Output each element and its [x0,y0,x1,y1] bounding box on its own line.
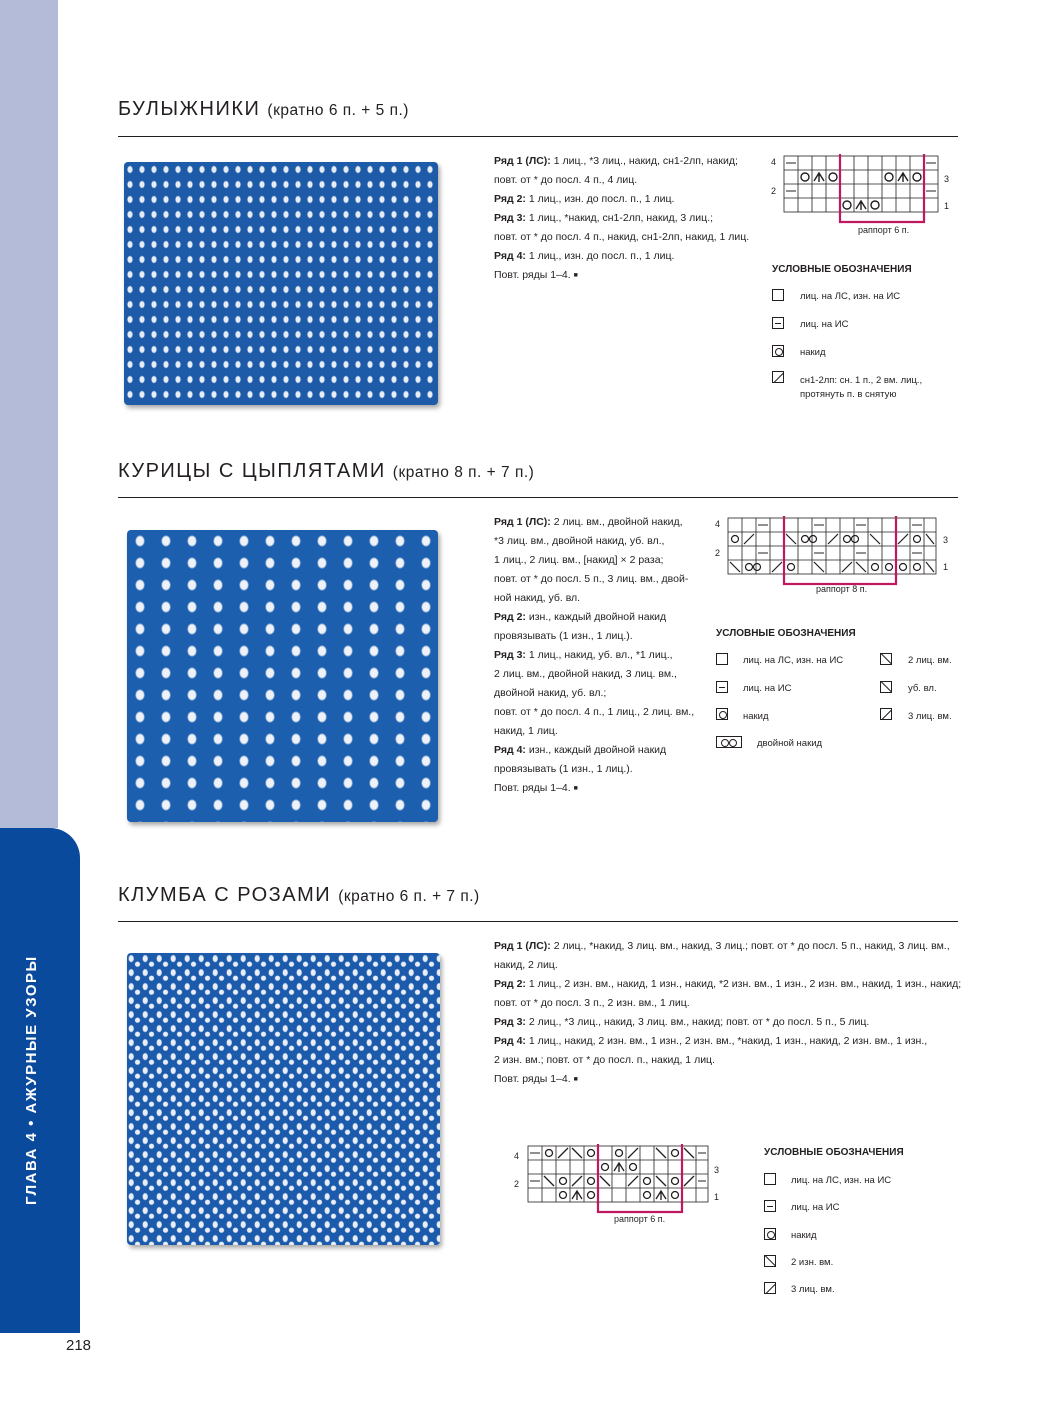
ssk-symbol-icon [880,681,892,693]
instruction-line: Ряд 1 (ЛС): 2 лиц., *накид, 3 лиц. вм., накид, 3 лиц.; повт. от * до посл. 5 п., накид, 3 лиц. вм., [494,940,950,952]
slip-knit-symbol-icon [772,371,784,383]
section-title-kuritsy: КУРИЦЫ С ЦЫПЛЯТАМИ (кратно 8 п. + 7 п.) [118,460,535,482]
instruction-line: Повт. ряды 1–4. ■ [494,782,578,794]
knit-symbol-icon [772,289,784,301]
kuritsy-swatch-photo [127,530,438,822]
instruction-line: повт. от * до посл. 3 п., 2 изн. вм., 1 лиц. [494,997,690,1009]
yarn-over-symbol-icon [772,345,784,357]
legend-label: накид [800,347,826,358]
legend-label: 3 лиц. вм. [908,711,952,722]
instruction-line: Ряд 4: 1 лиц., накид, 2 изн. вм., 1 изн., 2 изн. вм., *накид, 1 изн., накид, 2 изн. вм., 1 изн., [494,1035,928,1047]
chart-klumba [526,1144,710,1204]
section-rule [118,136,958,137]
instruction-line: повт. от * до посл. 5 п., 3 лиц. вм., двой- [494,573,689,585]
instruction-line: провязывать (1 изн., 1 лиц.). [494,763,633,775]
purl-symbol-icon [764,1200,776,1212]
instruction-line: Ряд 4: 1 лиц., изн. до посл. п., 1 лиц. [494,250,675,262]
legend-label: лиц. на ЛС, изн. на ИС [791,1175,892,1186]
chart-kuritsy [726,516,938,576]
instruction-line: Ряд 2: 1 лиц., 2 изн. вм., накид, 1 изн., накид, *2 изн. вм., 1 изн., 2 изн. вм., накид, 1 изн., накид; [494,978,962,990]
row-number: 1 [944,201,950,211]
legend-label: 2 изн. вм. [791,1257,834,1268]
legend-label: двойной накид [757,738,823,749]
row-number: 2 [514,1179,520,1189]
section-title-klumba: КЛУМБА С РОЗАМИ (кратно 6 п. + 7 п.) [118,884,480,906]
k3tog-symbol-icon [764,1282,776,1294]
instruction-line: Ряд 3: 2 лиц., *3 лиц., накид, 3 лиц. вм., накид; повт. от * до посл. 5 п., 5 лиц. [494,1016,870,1028]
instruction-line: провязывать (1 изн., 1 лиц.). [494,630,633,642]
repeat-label: раппорт 6 п. [614,1214,666,1224]
instructions-kuritsy [494,513,694,798]
legend-label: 3 лиц. вм. [791,1284,835,1295]
purl-symbol-icon [772,317,784,329]
instruction-line: 2 изн. вм.; повт. от * до посл. п., накид, 1 лиц. [494,1054,715,1066]
instruction-line: 2 лиц. вм., двойной накид, 3 лиц. вм., [494,668,677,680]
legend-title: УСЛОВНЫЕ ОБОЗНАЧЕНИЯ [764,1147,904,1158]
repeat-label: раппорт 8 п. [816,584,868,594]
instruction-line: 1 лиц., 2 лиц. вм., [накид] × 2 раза; [494,554,664,566]
legend-label: лиц. на ЛС, изн. на ИС [743,655,844,666]
legend-title: УСЛОВНЫЕ ОБОЗНАЧЕНИЯ [716,628,856,639]
instruction-line: повт. от * до посл. 4 п., накид, сн1-2лп, накид, 1 лиц. [494,231,750,243]
page-number: 218 [66,1337,92,1354]
instruction-line: Ряд 1 (ЛС): 2 лиц. вм., двойной накид, [494,516,683,528]
instruction-line: Повт. ряды 1–4. ■ [494,269,578,281]
legend-label: протянуть п. в снятую [800,389,897,400]
instruction-line: повт. от * до посл. 4 п., 4 лиц. [494,174,638,186]
yarn-over-symbol-icon [716,708,728,720]
row-number: 4 [715,519,721,529]
purl-symbol-icon [716,681,728,693]
legend-label: уб. вл. [908,683,937,694]
instructions-bulyzhniki [494,152,749,285]
k3tog-symbol-icon [880,708,892,720]
legend-label: лиц. на ИС [791,1202,840,1213]
knit-symbol-icon [716,653,728,665]
bulyzhniki-swatch-photo [124,162,438,405]
section-title-bulyzhniki: БУЛЫЖНИКИ (кратно 6 п. + 5 п.) [118,98,409,120]
row-number: 1 [714,1192,720,1202]
instruction-line: Ряд 1 (ЛС): 1 лиц., *3 лиц., накид, сн1-2лп, накид; [494,155,738,167]
knit-symbol-icon [764,1173,776,1185]
instruction-line: *3 лиц. вм., двойной накид, уб. вл., [494,535,665,547]
row-number: 3 [944,174,950,184]
instruction-line: накид, 1 лиц. [494,725,558,737]
legend-label: лиц. на ИС [800,319,849,330]
legend-label: лиц. на ИС [743,683,792,694]
row-number: 3 [714,1165,720,1175]
instruction-line: Ряд 3: 1 лиц., накид, уб. вл., *1 лиц., [494,649,673,661]
instruction-line: Ряд 3: 1 лиц., *накид, сн1-2лп, накид, 3 лиц.; [494,212,714,224]
instruction-line: повт. от * до посл. 4 п., 1 лиц., 2 лиц. вм., [494,706,695,718]
section-rule [118,497,958,498]
instruction-line: Ряд 2: изн., каждый двойной накид [494,611,667,623]
row-number: 2 [715,548,721,558]
instructions-klumba [494,937,961,1089]
instruction-line: Повт. ряды 1–4. ■ [494,1073,578,1085]
legend-title: УСЛОВНЫЕ ОБОЗНАЧЕНИЯ [772,264,912,275]
yarn-over-symbol-icon [764,1228,776,1240]
row-number: 4 [771,157,777,167]
p2tog-symbol-icon [764,1255,776,1267]
row-number: 1 [943,562,949,572]
legend-label: накид [791,1230,817,1241]
section-rule [118,921,958,922]
row-number: 2 [771,186,777,196]
row-number: 3 [943,535,949,545]
legend-label: 2 лиц. вм. [908,655,952,666]
legend-label: сн1-2лп: сн. 1 п., 2 вм. лиц., [800,375,923,386]
instruction-line: Ряд 4: изн., каждый двойной накид [494,744,667,756]
instruction-line: ной накид, уб. вл. [494,592,581,604]
instruction-line: Ряд 2: 1 лиц., изн. до посл. п., 1 лиц. [494,193,675,205]
klumba-swatch-photo [127,953,440,1245]
chapter-label: ГЛАВА 4 • АЖУРНЫЕ УЗОРЫ [23,955,40,1205]
chart-bulyzhniki [782,154,942,214]
legend-label: накид [743,711,769,722]
double-yarn-over-symbol-icon [716,736,742,748]
instruction-line: двойной накид, уб. вл.; [494,687,607,699]
repeat-label: раппорт 6 п. [858,225,910,235]
k2tog-symbol-icon [880,653,892,665]
legend-label: лиц. на ЛС, изн. на ИС [800,291,901,302]
row-number: 4 [514,1151,520,1161]
side-stripe-light [0,0,58,828]
instruction-line: накид, 2 лиц. [494,959,558,971]
